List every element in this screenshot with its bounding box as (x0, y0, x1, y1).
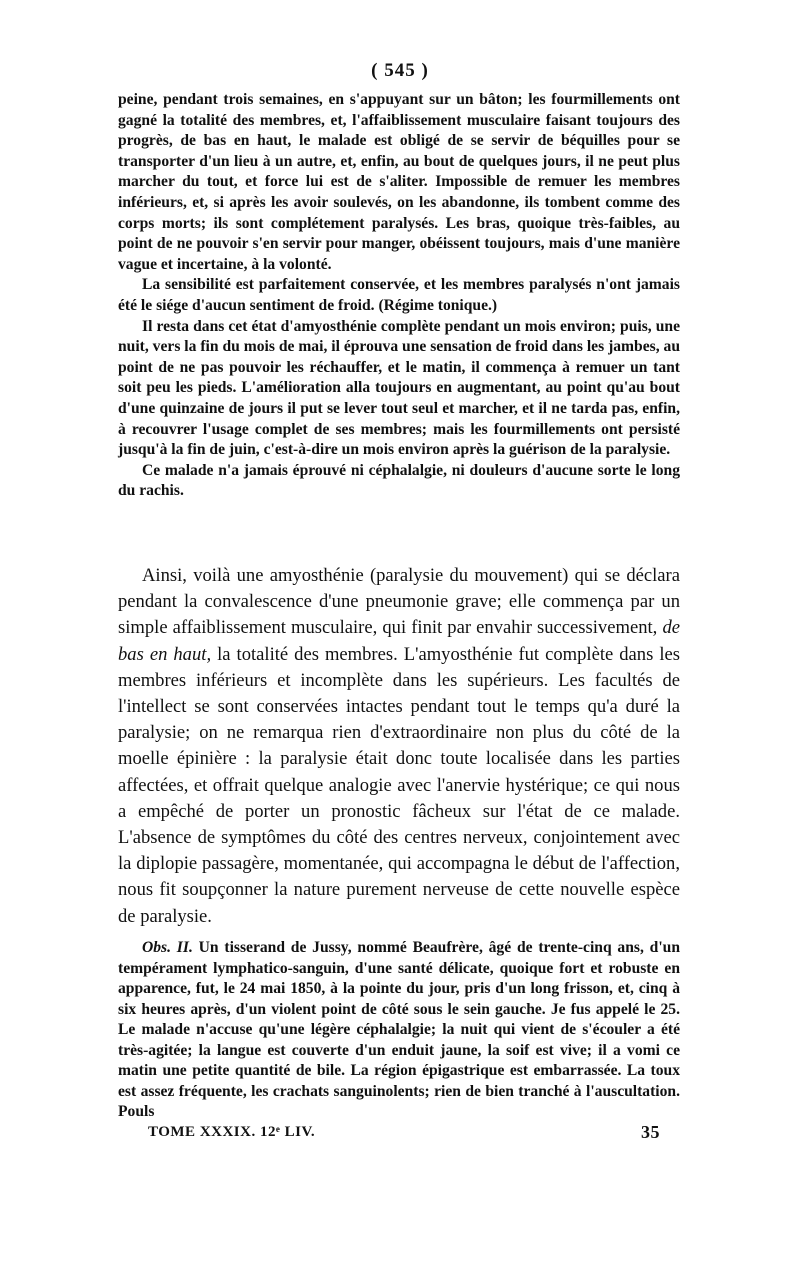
observation-paragraph (118, 938, 680, 1123)
paragraph: peine, pendant trois semaines, en s'appuyant sur un bâton; les fourmillements ont gagné la totalité des membres, et, l'affaiblissement musculaire faisant toujours des progrès, de bas en haut, le malade est obligé de se servir de béquilles pour se transporter d'un lieu à un autre, et, enfin, au bout de quelques jours, il ne peut plus marcher du tout, et force lui est de s'aliter. Impossible de remuer les membres inférieurs, et, si après les avoir soulevés, on les abandonne, ils tombent comme des corps morts; ils sont complétement paralysés. Les bras, quoique très-faibles, au point de ne pouvoir s'en servir pour manger, obéissent toujours, mais d'une manière vague et incertaine, à la volonté. (118, 91, 680, 273)
commentary-emphasis: de bas en haut, (118, 617, 680, 665)
commentary (118, 563, 680, 930)
page-number: ( 545 ) (371, 60, 429, 81)
observation-label: Obs. II. (142, 939, 193, 956)
paragraph: La sensibilité est parfaitement conservée, et les membres paralysés n'ont jamais été le siége d'aucun sentiment de froid. (Régime tonique.) (118, 276, 680, 314)
observation-text: Un tisserand de Jussy, nommé Beaufrère, âgé de trente-cinq ans, d'un tempérament lymphatico-sanguin, d'une santé délicate, quoique fort et robuste en apparence, fut, le 24 mai 1850, à la pointe du jour, pris d'un long frisson, et, cinq à six heures après, d'un violent point de côté sous le sein gauche. Je fus appelé le 25. Le malade n'accuse qu'une légère céphalalgie; la nuit qui vient de s'écouler a été très-agitée; la langue est couverte d'un enduit jaune, la soif est vive; il a vomi ce matin une petite quantité de bile. La région épigastrique est embarrassée. La toux est assez fréquente, les crachats sanguinolents; rien de bien tranché à l'auscultation. Pouls (118, 939, 681, 1120)
commentary-text: la totalité des membres. L'amyosthénie fut complète dans les membres inférieurs et incomplète dans les supérieurs. Les facultés de l'intellect se sont conservées intactes pendant tout le temps qu'a duré la paralysie; on ne remarqua rien d'extraordinaire non plus du côté de la moelle épinière : la paralysie était donc toute localisée dans les parties affectées, et offrait quelque analogie avec l'anervie hystérique; ce qui nous a empêché de porter un pronostic fâcheux sur l'état de ce malade. L'absence de symptômes du côté des centres nerveux, conjointement avec la diplopie passagère, momentanée, qui accompagna le début de l'affection, nous fit soupçonner la nature purement nerveuse de cette nouvelle espèce de paralysie. (118, 643, 680, 927)
paragraph: Ce malade n'a jamais éprouvé ni céphalalgie, ni douleurs d'aucune sorte le long du rachis. (118, 461, 680, 500)
sheet-number: 35 (641, 1122, 660, 1142)
paragraph: Il resta dans cet état d'amyosthénie complète pendant un mois environ; puis, une nuit, vers la fin du mois de mai, il éprouva une sensation de froid dans les jambes, au point de ne pas pouvoir les réchauffer, et le matin, il commença à remuer un tant soit peu les pieds. L'amélioration alla toujours en augmentant, au point qu'au bout d'une quinzaine de jours il put se lever tout seul et marcher, et il ne tarda pas, enfin, à recouvrer l'usage complet de ses membres; mais les fourmillements ont persisté jusqu'à la fin de juin, c'est-à-dire un mois environ après la guérison de la paralysie. (118, 317, 680, 459)
commentary-paragraph (118, 563, 680, 930)
case-two-observation (118, 938, 680, 1123)
case-one-narrative (118, 90, 680, 502)
signature-mark: TOME XXXIX. 12ᵉ LIV. (148, 1124, 316, 1140)
commentary-text: Ainsi, voilà une amyosthénie (paralysie du mouvement) qui se déclara pendant la convalescence d'une pneumonie grave; elle commença par un simple affaiblissement musculaire, qui finit par envahir successivement, (118, 565, 680, 639)
